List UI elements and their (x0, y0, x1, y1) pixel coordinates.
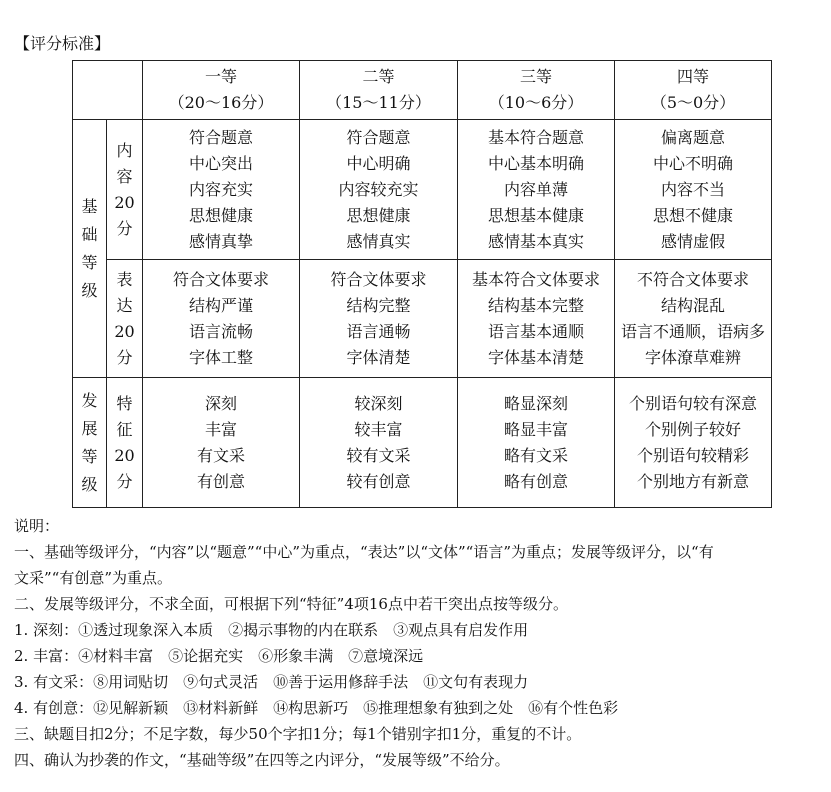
criterion: 字体工整 (188, 347, 253, 367)
criterion: 思想健康 (188, 205, 253, 225)
note-line: 3. 有文采：⑧用词贴切 ⑨句式灵活 ⑩善于运用修辞手法 ⑪文句有表现力 (14, 673, 529, 691)
criterion: 较有文采 (346, 445, 411, 465)
label-char: 分 (116, 218, 133, 238)
label-char: 征 (116, 419, 133, 439)
criterion: 较深刻 (354, 393, 403, 413)
criterion: 不符合文体要求 (636, 269, 749, 289)
criterion: 符合题意 (188, 127, 253, 147)
expression-grade-3 (458, 260, 615, 378)
scoring-table (72, 60, 772, 508)
criterion: 有文采 (196, 445, 245, 465)
development-level-label (73, 378, 107, 508)
criterion: 符合文体要求 (330, 269, 427, 289)
expression-row (73, 260, 772, 378)
note-line: 4. 有创意：⑫见解新颖 ⑬材料新鲜 ⑭构思新巧 ⑮推理想象有独到之处 ⑯有个性色彩 (14, 699, 619, 717)
content-grade-4 (615, 120, 772, 260)
criterion: 感情基本真实 (487, 231, 584, 251)
content-grade-1 (143, 120, 300, 260)
criterion: 感情虚假 (660, 231, 725, 251)
feature-grade-1 (143, 378, 300, 508)
grade-name: 二等 (362, 67, 395, 86)
grade-range: （5～0分） (650, 93, 736, 112)
criterion: 符合题意 (346, 127, 411, 147)
criterion: 个别语句较精彩 (636, 445, 749, 465)
criterion: 较丰富 (354, 419, 403, 439)
criterion: 结构基本完整 (487, 295, 584, 315)
corner-cell (73, 61, 143, 120)
notes-section (14, 513, 826, 773)
criterion: 字体基本清楚 (487, 347, 584, 367)
criterion: 感情真实 (346, 231, 411, 251)
criterion: 中心明确 (346, 153, 411, 173)
criterion: 思想基本健康 (487, 205, 584, 225)
criterion: 内容较充实 (338, 179, 419, 199)
criterion: 个别地方有新意 (636, 471, 749, 491)
category-char: 展 (81, 418, 98, 438)
criterion: 有创意 (196, 471, 245, 491)
section-heading: 【评分标准】 (14, 34, 111, 53)
expression-grade-2 (300, 260, 458, 378)
note-line: 四、确认为抄袭的作文，“基础等级”在四等之内评分，“发展等级”不给分。 (14, 751, 510, 769)
note-line: 一、基础等级评分，“内容”以“题意”“中心”为重点，“表达”以“文体”“语言”为重点；发展等级评分，以“有 (14, 543, 714, 561)
criterion: 语言通畅 (346, 321, 411, 341)
grade-header-3 (458, 61, 615, 120)
note-line: 1. 深刻：①透过现象深入本质 ②揭示事物的内在联系 ③观点具有启发作用 (14, 621, 529, 639)
criterion: 基本符合题意 (487, 127, 584, 147)
label-char: 内 (116, 140, 133, 160)
category-char: 发 (81, 390, 98, 410)
content-label (107, 120, 143, 260)
criterion: 内容不当 (660, 179, 725, 199)
feature-grade-4 (615, 378, 772, 508)
criterion: 中心不明确 (652, 153, 733, 173)
note-line: 二、发展等级评分，不求全面，可根据下列“特征”4项16点中若干突出点按等级分。 (14, 595, 568, 613)
feature-row (73, 378, 772, 508)
criterion: 中心突出 (188, 153, 253, 173)
criterion: 字体潦草难辨 (644, 347, 741, 367)
criterion: 基本符合文体要求 (471, 269, 600, 289)
grade-name: 三等 (519, 67, 552, 86)
category-char: 等 (81, 446, 98, 466)
expression-grade-1 (143, 260, 300, 378)
criterion: 符合文体要求 (172, 269, 269, 289)
criterion: 偏离题意 (660, 127, 725, 147)
note-line: 文采”“有创意”为重点。 (14, 569, 173, 587)
grade-range: （10～6分） (488, 93, 584, 112)
category-char: 基 (81, 196, 98, 216)
criterion: 感情真挚 (188, 231, 253, 251)
criterion: 中心基本明确 (487, 153, 584, 173)
feature-grade-2 (300, 378, 458, 508)
criterion: 略有文采 (503, 445, 568, 465)
criterion: 略显深刻 (503, 393, 568, 413)
grade-name: 四等 (676, 67, 709, 86)
feature-label (107, 378, 143, 508)
label-char: 20 (114, 445, 135, 465)
label-char: 特 (116, 393, 133, 413)
criterion: 语言不通顺，语病多 (620, 321, 765, 341)
expression-grade-4 (615, 260, 772, 378)
criterion: 内容单薄 (503, 179, 568, 199)
label-char: 表 (116, 269, 133, 289)
note-line: 三、缺题目扣2分；不足字数，每少50个字扣1分；每1个错别字扣1分，重复的不计。 (14, 725, 582, 743)
criterion: 结构混乱 (660, 295, 725, 315)
criterion: 较有创意 (346, 471, 411, 491)
criterion: 丰富 (204, 419, 237, 439)
criterion: 略显丰富 (503, 419, 568, 439)
category-char: 础 (81, 224, 98, 244)
category-char: 级 (81, 280, 98, 300)
content-grade-3 (458, 120, 615, 260)
criterion: 深刻 (204, 393, 237, 413)
content-grade-2 (300, 120, 458, 260)
criterion: 个别语句较有深意 (628, 393, 757, 413)
criterion: 结构严谨 (188, 295, 253, 315)
criterion: 略有创意 (503, 471, 568, 491)
criterion: 结构完整 (346, 295, 411, 315)
criterion: 个别例子较好 (644, 419, 741, 439)
note-line: 2. 丰富：④材料丰富 ⑤论据充实 ⑥形象丰满 ⑦意境深远 (14, 647, 424, 665)
criterion: 内容充实 (188, 179, 253, 199)
grade-range: （20～16分） (168, 93, 274, 112)
grade-header-4 (615, 61, 772, 120)
label-char: 20 (114, 321, 135, 341)
criterion: 字体清楚 (346, 347, 411, 367)
grade-header-1 (143, 61, 300, 120)
category-char: 等 (81, 252, 98, 272)
grade-range: （15～11分） (326, 93, 431, 112)
feature-grade-3 (458, 378, 615, 508)
criterion: 语言基本通顺 (487, 321, 584, 341)
expression-label (107, 260, 143, 378)
criterion: 语言流畅 (188, 321, 253, 341)
grade-header-2 (300, 61, 458, 120)
label-char: 分 (116, 471, 133, 491)
label-char: 分 (116, 347, 133, 367)
label-char: 容 (116, 166, 133, 186)
label-char: 达 (116, 295, 133, 315)
criterion: 思想不健康 (652, 205, 733, 225)
notes-title: 说明： (14, 517, 60, 535)
basic-level-label (73, 120, 107, 378)
label-char: 20 (114, 192, 135, 212)
content-row (73, 120, 772, 260)
grade-name: 一等 (204, 67, 237, 86)
category-char: 级 (81, 474, 98, 494)
grade-header-row (73, 61, 772, 120)
criterion: 思想健康 (346, 205, 411, 225)
